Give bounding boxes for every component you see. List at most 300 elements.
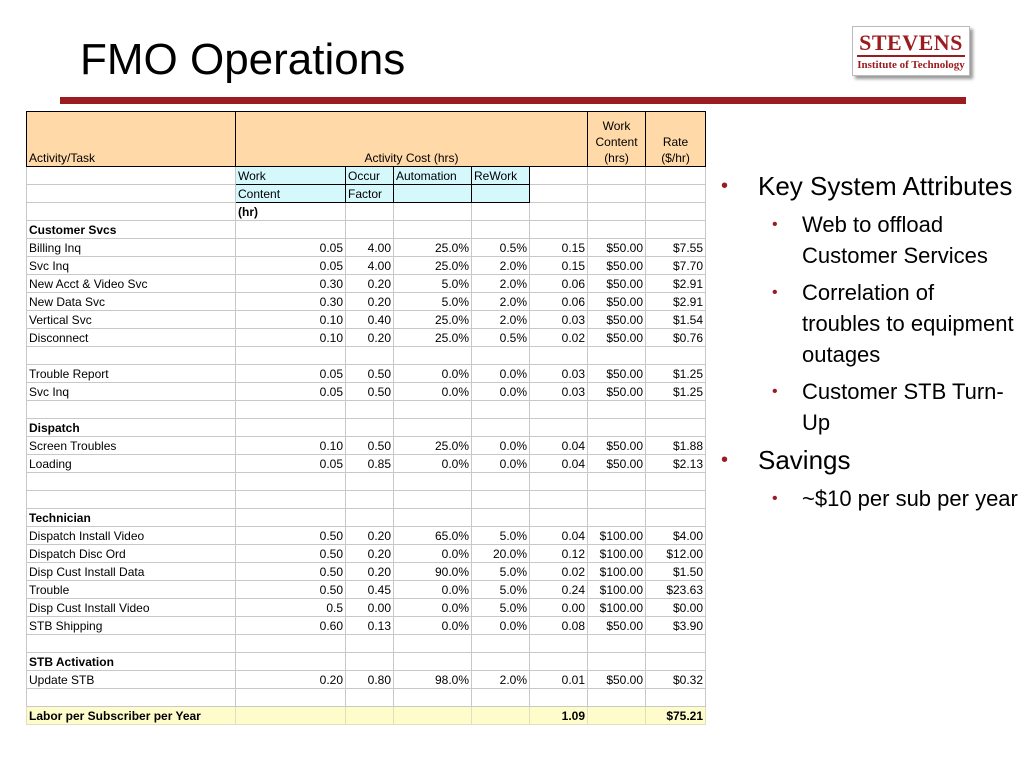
work-content-cell: 0.50 <box>236 563 346 581</box>
table-cell <box>646 185 706 203</box>
table-cell <box>588 509 646 527</box>
bullet-icon: • <box>772 490 778 507</box>
rework-cell: 20.0% <box>472 545 530 563</box>
table-cell <box>27 491 236 509</box>
subheader-content: Content <box>236 185 346 203</box>
hours-cell: 0.02 <box>530 329 588 347</box>
task-name: New Acct & Video Svc <box>27 275 236 293</box>
table-cell <box>472 185 530 203</box>
cost-cell: $1.50 <box>646 563 706 581</box>
subheader-work: Work <box>236 167 346 185</box>
table-cell <box>646 473 706 491</box>
slide-title: FMO Operations <box>80 35 406 84</box>
rate-cell: $50.00 <box>588 329 646 347</box>
header-wc-line-3: (hrs) <box>604 151 629 165</box>
occur-factor-cell: 0.00 <box>346 599 394 617</box>
sub-bullet-list <box>718 209 1018 438</box>
occur-factor-cell: 0.20 <box>346 563 394 581</box>
table-cell <box>346 707 394 725</box>
task-name: Dispatch Install Video <box>27 527 236 545</box>
bullet-icon: • <box>721 175 729 197</box>
section-label: STB Activation <box>27 653 236 671</box>
rework-cell: 5.0% <box>472 527 530 545</box>
cost-cell: $2.91 <box>646 293 706 311</box>
rework-cell: 0.0% <box>472 365 530 383</box>
work-content-cell: 0.10 <box>236 311 346 329</box>
rate-cell: $50.00 <box>588 293 646 311</box>
rework-cell: 2.0% <box>472 671 530 689</box>
table-cell <box>27 203 236 221</box>
header-wc-line-2: Content <box>595 135 638 149</box>
blank-row <box>27 491 706 509</box>
table-cell <box>394 491 472 509</box>
table-cell <box>27 473 236 491</box>
subheader-rework: ReWork <box>472 167 530 185</box>
table-cell <box>530 689 588 707</box>
table-row <box>27 599 706 617</box>
logo-subtitle: Institute of Technology <box>857 59 965 71</box>
cost-cell: $1.25 <box>646 365 706 383</box>
rework-cell: 0.5% <box>472 329 530 347</box>
rate-cell: $50.00 <box>588 383 646 401</box>
operations-table <box>26 111 706 725</box>
table-row <box>27 455 706 473</box>
task-name: Svc Inq <box>27 383 236 401</box>
table-cell <box>646 347 706 365</box>
occur-factor-cell: 4.00 <box>346 239 394 257</box>
table-cell <box>530 419 588 437</box>
cost-cell: $1.25 <box>646 383 706 401</box>
work-content-cell: 0.05 <box>236 239 346 257</box>
work-content-cell: 0.50 <box>236 527 346 545</box>
table-cell <box>646 509 706 527</box>
total-hours: 1.09 <box>530 707 588 725</box>
hours-cell: 0.15 <box>530 257 588 275</box>
automation-cell: 5.0% <box>394 275 472 293</box>
table-cell <box>472 509 530 527</box>
table-cell <box>646 689 706 707</box>
table-cell <box>394 473 472 491</box>
table-cell <box>588 491 646 509</box>
subheader-row-1 <box>27 167 706 185</box>
table-cell <box>472 653 530 671</box>
automation-cell: 65.0% <box>394 527 472 545</box>
task-name: Trouble <box>27 581 236 599</box>
occur-factor-cell: 0.20 <box>346 293 394 311</box>
rework-cell: 0.0% <box>472 383 530 401</box>
table-cell <box>588 167 646 185</box>
table-cell <box>236 473 346 491</box>
automation-cell: 0.0% <box>394 455 472 473</box>
table-row <box>27 545 706 563</box>
table-cell <box>530 185 588 203</box>
blank-row <box>27 473 706 491</box>
section-label: Customer Svcs <box>27 221 236 239</box>
table-cell <box>346 203 394 221</box>
cost-cell: $1.54 <box>646 311 706 329</box>
hours-cell: 0.02 <box>530 563 588 581</box>
bullet-icon: • <box>721 449 729 471</box>
logo-wordmark: STEVENS <box>857 32 965 57</box>
table-cell <box>530 347 588 365</box>
bullet-icon: • <box>772 284 778 301</box>
table-cell <box>346 347 394 365</box>
hours-cell: 0.15 <box>530 239 588 257</box>
work-content-cell: 0.05 <box>236 257 346 275</box>
sub-bullet-text: Correlation of troubles to equipment outages <box>802 280 1014 367</box>
table-cell <box>530 491 588 509</box>
task-name: Trouble Report <box>27 365 236 383</box>
automation-cell: 98.0% <box>394 671 472 689</box>
automation-cell: 0.0% <box>394 383 472 401</box>
table-cell <box>346 221 394 239</box>
rework-cell: 2.0% <box>472 257 530 275</box>
bullet-item <box>718 444 1018 514</box>
rework-cell: 2.0% <box>472 311 530 329</box>
work-content-cell: 0.20 <box>236 671 346 689</box>
subheader-automation: Automation <box>394 167 472 185</box>
occur-factor-cell: 0.20 <box>346 329 394 347</box>
task-name: Update STB <box>27 671 236 689</box>
table-cell <box>588 419 646 437</box>
automation-cell: 25.0% <box>394 239 472 257</box>
cost-cell: $1.88 <box>646 437 706 455</box>
table-cell <box>236 653 346 671</box>
hours-cell: 0.12 <box>530 545 588 563</box>
occur-factor-cell: 0.80 <box>346 671 394 689</box>
hours-cell: 0.04 <box>530 437 588 455</box>
table-cell <box>530 167 588 185</box>
occur-factor-cell: 0.50 <box>346 383 394 401</box>
work-content-cell: 0.05 <box>236 455 346 473</box>
blank-row <box>27 347 706 365</box>
table-cell <box>646 203 706 221</box>
table-cell <box>394 347 472 365</box>
automation-cell: 90.0% <box>394 563 472 581</box>
table-row <box>27 617 706 635</box>
subheader-factor: Factor <box>346 185 394 203</box>
automation-cell: 25.0% <box>394 257 472 275</box>
hours-cell: 0.04 <box>530 455 588 473</box>
work-content-cell: 0.5 <box>236 599 346 617</box>
hours-cell: 0.24 <box>530 581 588 599</box>
bullet-text: Key System Attributes <box>758 171 1013 201</box>
table-cell <box>588 347 646 365</box>
hours-cell: 0.01 <box>530 671 588 689</box>
table-cell <box>27 689 236 707</box>
rework-cell: 0.0% <box>472 455 530 473</box>
occur-factor-cell: 0.20 <box>346 545 394 563</box>
occur-factor-cell: 4.00 <box>346 257 394 275</box>
table-row <box>27 329 706 347</box>
sub-bullet-item <box>770 277 1018 370</box>
rework-cell: 2.0% <box>472 293 530 311</box>
sub-bullet-text: Customer STB Turn-Up <box>802 379 1004 435</box>
bullet-item <box>718 170 1018 438</box>
table-row <box>27 581 706 599</box>
table-cell <box>394 635 472 653</box>
sub-bullet-item <box>770 376 1018 438</box>
work-content-cell: 0.30 <box>236 293 346 311</box>
occur-factor-cell: 0.40 <box>346 311 394 329</box>
task-name: STB Shipping <box>27 617 236 635</box>
bullet-icon: • <box>772 383 778 400</box>
occur-factor-cell: 0.85 <box>346 455 394 473</box>
table-cell <box>236 347 346 365</box>
table-cell <box>588 185 646 203</box>
task-name: Disp Cust Install Video <box>27 599 236 617</box>
rate-cell: $50.00 <box>588 617 646 635</box>
operations-table-container <box>26 111 705 725</box>
table-cell <box>236 707 346 725</box>
automation-cell: 0.0% <box>394 581 472 599</box>
cost-cell: $23.63 <box>646 581 706 599</box>
rework-cell: 0.5% <box>472 239 530 257</box>
table-cell <box>27 185 236 203</box>
sub-bullet-item <box>770 483 1018 514</box>
work-content-cell: 0.60 <box>236 617 346 635</box>
header-work-content-hrs <box>588 112 646 167</box>
table-cell <box>394 221 472 239</box>
header-wc-line-1: Work <box>602 119 631 133</box>
table-cell <box>394 689 472 707</box>
task-name: Disconnect <box>27 329 236 347</box>
cost-cell: $7.70 <box>646 257 706 275</box>
automation-cell: 0.0% <box>394 545 472 563</box>
table-cell <box>530 473 588 491</box>
table-cell <box>394 419 472 437</box>
table-cell <box>646 401 706 419</box>
key-points <box>718 170 1018 520</box>
rate-cell: $100.00 <box>588 527 646 545</box>
table-cell <box>588 653 646 671</box>
table-cell <box>236 509 346 527</box>
table-cell <box>394 203 472 221</box>
table-cell <box>472 419 530 437</box>
task-name: Billing Inq <box>27 239 236 257</box>
cost-cell: $4.00 <box>646 527 706 545</box>
rework-cell: 5.0% <box>472 599 530 617</box>
rate-cell: $50.00 <box>588 257 646 275</box>
total-label: Labor per Subscriber per Year <box>27 707 236 725</box>
table-cell <box>346 491 394 509</box>
work-content-cell: 0.30 <box>236 275 346 293</box>
work-content-cell: 0.50 <box>236 545 346 563</box>
task-name: Dispatch Disc Ord <box>27 545 236 563</box>
table-cell <box>472 473 530 491</box>
task-name: Screen Troubles <box>27 437 236 455</box>
rate-cell: $100.00 <box>588 599 646 617</box>
occur-factor-cell: 0.50 <box>346 365 394 383</box>
table-cell <box>588 473 646 491</box>
table-row <box>27 239 706 257</box>
occur-factor-cell: 0.20 <box>346 527 394 545</box>
hours-cell: 0.03 <box>530 383 588 401</box>
hours-cell: 0.03 <box>530 311 588 329</box>
table-cell <box>236 419 346 437</box>
table-cell <box>588 401 646 419</box>
table-cell <box>236 635 346 653</box>
section-header-row <box>27 221 706 239</box>
table-cell <box>346 635 394 653</box>
bullet-icon: • <box>772 216 778 233</box>
blank-row <box>27 635 706 653</box>
table-cell <box>236 689 346 707</box>
table-cell <box>472 347 530 365</box>
table-cell <box>588 689 646 707</box>
table-row <box>27 275 706 293</box>
table-row <box>27 365 706 383</box>
table-cell <box>530 653 588 671</box>
occur-factor-cell: 0.45 <box>346 581 394 599</box>
task-name: New Data Svc <box>27 293 236 311</box>
header-rate-line-2: ($/hr) <box>661 151 690 165</box>
table-cell <box>394 707 472 725</box>
bullet-list <box>718 170 1018 514</box>
table-cell <box>346 419 394 437</box>
task-name: Loading <box>27 455 236 473</box>
cost-cell: $0.76 <box>646 329 706 347</box>
cost-cell: $0.00 <box>646 599 706 617</box>
hours-cell: 0.03 <box>530 365 588 383</box>
rework-cell: 0.0% <box>472 437 530 455</box>
cost-cell: $7.55 <box>646 239 706 257</box>
table-cell <box>346 689 394 707</box>
rate-cell: $50.00 <box>588 311 646 329</box>
section-label: Technician <box>27 509 236 527</box>
table-cell <box>588 635 646 653</box>
automation-cell: 0.0% <box>394 365 472 383</box>
work-content-cell: 0.50 <box>236 581 346 599</box>
cost-cell: $2.91 <box>646 275 706 293</box>
section-header-row <box>27 653 706 671</box>
section-header-row <box>27 419 706 437</box>
table-cell <box>346 509 394 527</box>
rework-cell: 5.0% <box>472 581 530 599</box>
task-name: Vertical Svc <box>27 311 236 329</box>
rate-cell: $50.00 <box>588 239 646 257</box>
table-row <box>27 671 706 689</box>
table-cell <box>394 653 472 671</box>
table-header-row <box>27 112 706 167</box>
table-row <box>27 383 706 401</box>
table-cell <box>472 221 530 239</box>
rate-cell: $50.00 <box>588 365 646 383</box>
table-cell <box>530 509 588 527</box>
table-cell <box>646 635 706 653</box>
table-row <box>27 293 706 311</box>
table-row <box>27 257 706 275</box>
blank-row <box>27 689 706 707</box>
rate-cell: $50.00 <box>588 275 646 293</box>
bullet-text: Savings <box>758 445 851 475</box>
cost-cell: $0.32 <box>646 671 706 689</box>
table-cell <box>472 689 530 707</box>
rate-cell: $50.00 <box>588 455 646 473</box>
header-rate-line-1: Rate <box>662 135 689 149</box>
subheader-row-2 <box>27 185 706 203</box>
rework-cell: 2.0% <box>472 275 530 293</box>
table-cell <box>394 509 472 527</box>
header-activity-task: Activity/Task <box>27 112 236 167</box>
table-row <box>27 527 706 545</box>
table-cell <box>346 401 394 419</box>
section-label: Dispatch <box>27 419 236 437</box>
work-content-cell: 0.05 <box>236 383 346 401</box>
header-rate <box>646 112 706 167</box>
occur-factor-cell: 0.50 <box>346 437 394 455</box>
table-cell <box>27 167 236 185</box>
table-cell <box>346 473 394 491</box>
table-cell <box>236 401 346 419</box>
sub-bullet-item <box>770 209 1018 271</box>
cost-cell: $12.00 <box>646 545 706 563</box>
table-cell <box>588 221 646 239</box>
task-name: Disp Cust Install Data <box>27 563 236 581</box>
work-content-cell: 0.10 <box>236 329 346 347</box>
occur-factor-cell: 0.20 <box>346 275 394 293</box>
automation-cell: 0.0% <box>394 617 472 635</box>
table-cell <box>472 635 530 653</box>
table-cell <box>27 401 236 419</box>
hours-cell: 0.08 <box>530 617 588 635</box>
occur-factor-cell: 0.13 <box>346 617 394 635</box>
table-cell <box>27 347 236 365</box>
table-cell <box>588 707 646 725</box>
table-cell <box>588 203 646 221</box>
table-cell <box>236 221 346 239</box>
table-cell <box>394 185 472 203</box>
automation-cell: 0.0% <box>394 599 472 617</box>
total-row <box>27 707 706 725</box>
table-cell <box>646 221 706 239</box>
table-cell <box>530 635 588 653</box>
automation-cell: 5.0% <box>394 293 472 311</box>
rework-cell: 5.0% <box>472 563 530 581</box>
sub-bullet-text: ~$10 per sub per year <box>802 486 1018 511</box>
sub-bullet-list <box>718 483 1018 514</box>
table-cell <box>530 203 588 221</box>
table-cell <box>646 419 706 437</box>
section-header-row <box>27 509 706 527</box>
table-cell <box>472 203 530 221</box>
table-cell <box>530 401 588 419</box>
table-row <box>27 563 706 581</box>
work-content-cell: 0.10 <box>236 437 346 455</box>
rate-cell: $100.00 <box>588 545 646 563</box>
blank-row <box>27 401 706 419</box>
total-cost: $75.21 <box>646 707 706 725</box>
rate-cell: $50.00 <box>588 437 646 455</box>
table-cell <box>472 491 530 509</box>
cost-cell: $2.13 <box>646 455 706 473</box>
table-cell <box>394 401 472 419</box>
cost-cell: $3.90 <box>646 617 706 635</box>
stevens-logo <box>852 26 970 76</box>
table-cell <box>472 401 530 419</box>
subheader-unit-row <box>27 203 706 221</box>
task-name: Svc Inq <box>27 257 236 275</box>
sub-bullet-text: Web to offload Customer Services <box>802 212 988 268</box>
work-content-cell: 0.05 <box>236 365 346 383</box>
table-cell <box>646 167 706 185</box>
title-divider <box>60 97 966 104</box>
subheader-unit: (hr) <box>236 203 346 221</box>
table-cell <box>27 635 236 653</box>
hours-cell: 0.06 <box>530 275 588 293</box>
subheader-occur: Occur <box>346 167 394 185</box>
table-cell <box>646 491 706 509</box>
